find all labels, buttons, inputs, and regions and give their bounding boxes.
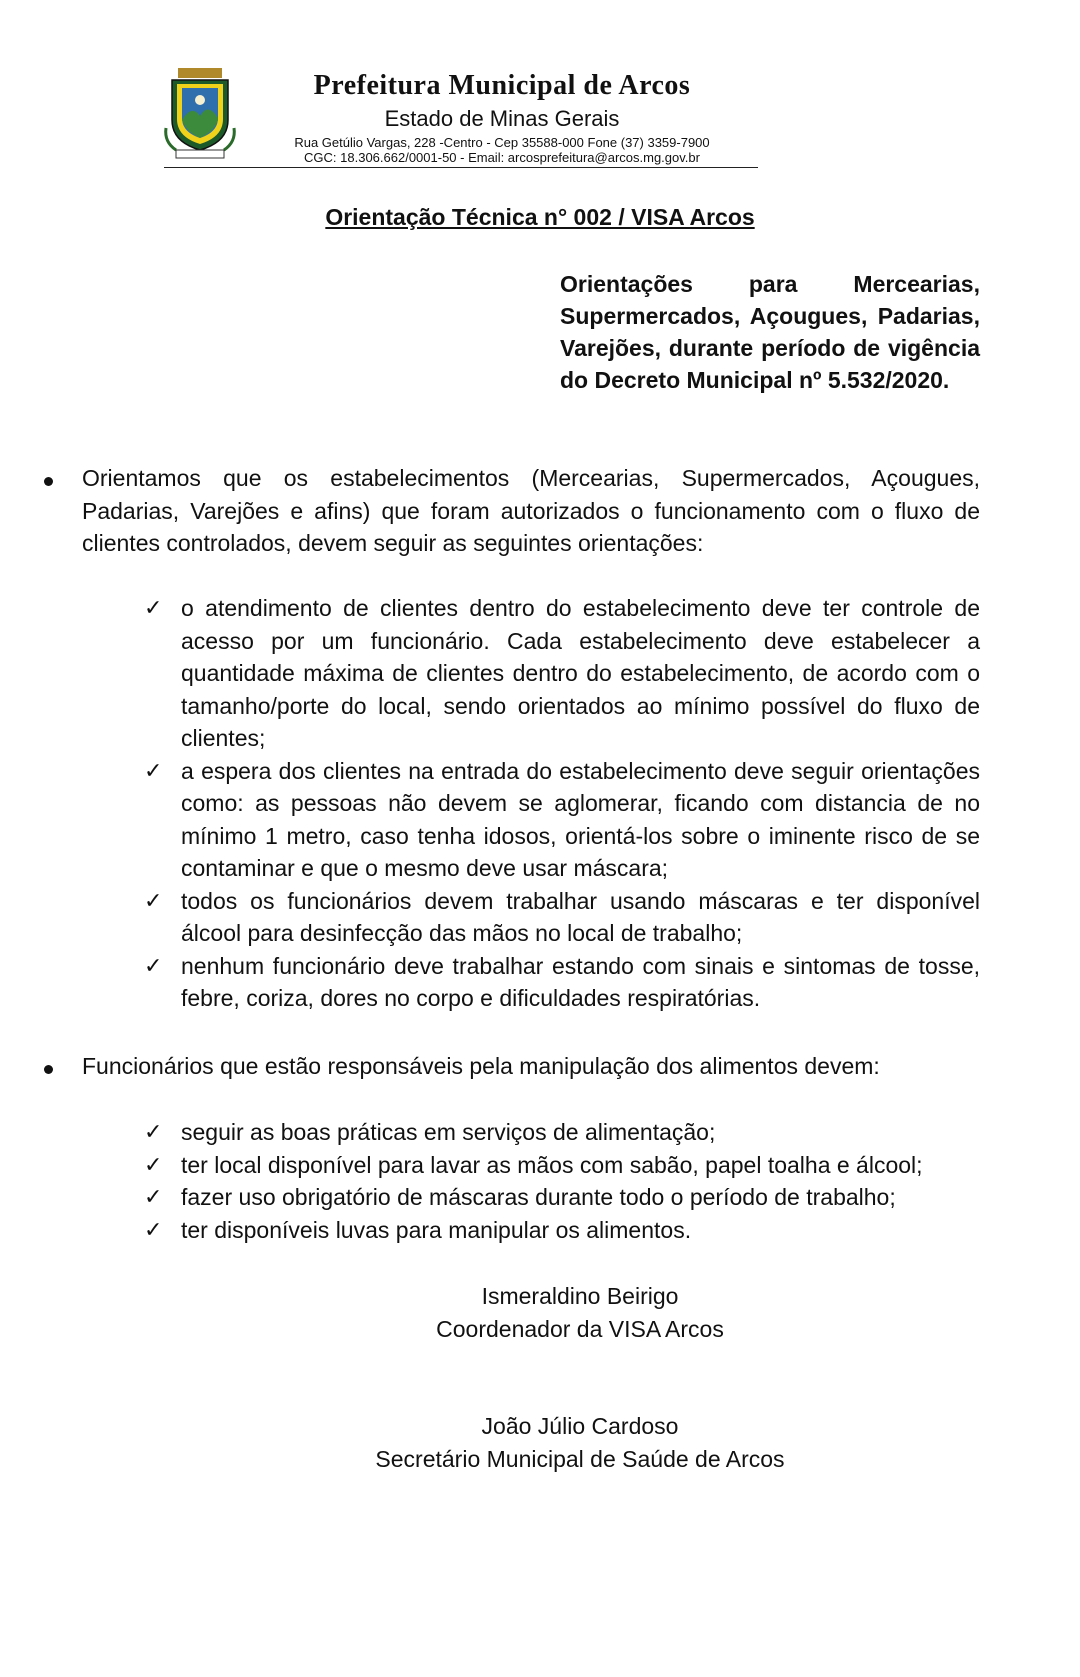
checkmark-icon: ✓ [144, 952, 163, 978]
list-item [140, 1149, 980, 1182]
list-item-text: ter local disponível para lavar as mãos com sabão, papel toalha e álcool; [181, 1151, 923, 1178]
list-item [140, 1116, 980, 1149]
list-item [140, 592, 980, 755]
letterhead-address: Rua Getúlio Vargas, 228 -Centro - Cep 35588-000 Fone (37) 3359-7900 [294, 135, 710, 150]
list-item [140, 1214, 980, 1247]
signature-name: Ismeraldino Beirigo [481, 1283, 679, 1309]
letterhead [162, 66, 758, 170]
section2-checklist [140, 1116, 980, 1246]
checkmark-icon: ✓ [144, 1151, 163, 1177]
signature-role: Secretário Municipal de Saúde de Arcos [375, 1446, 785, 1472]
list-item [140, 885, 980, 950]
list-item-text: nenhum funcionário deve trabalhar estando com sinais e sintomas de tosse, febre, coriza, dores no corpo e dificuldades respiratórias. [181, 952, 980, 1011]
signature-block [300, 1280, 860, 1346]
section2-intro: Funcionários que estão responsáveis pela manipulação dos alimentos devem: [82, 1053, 880, 1079]
bullet-dot-icon [44, 477, 53, 486]
checkmark-icon: ✓ [144, 1216, 163, 1242]
document-summary: Orientações para Mercearias, Supermercados, Açougues, Padarias, Varejões, durante período de vigência do Decreto Municipal nº 5.532/2020. [560, 271, 980, 393]
list-item-text: todos os funcionários devem trabalhar usando máscaras e ter disponível álcool para desinfecção das mãos no local de trabalho; [181, 887, 980, 946]
list-item-text: a espera dos clientes na entrada do estabelecimento deve seguir orientações como: as pessoas não devem se aglomerar, ficando com distancia de no mínimo 1 metro, caso tenha idosos, orientá-los sobre o iminente risco de se contaminar e que o mesmo deve usar máscara; [181, 757, 980, 881]
letterhead-title: Prefeitura Municipal de Arcos [313, 70, 691, 101]
list-item [140, 1181, 980, 1214]
list-item [140, 950, 980, 1015]
signature-name: João Júlio Cardoso [481, 1413, 679, 1439]
checkmark-icon: ✓ [144, 757, 163, 783]
letterhead-state: Estado de Minas Gerais [384, 106, 620, 131]
document-title: Orientação Técnica n° 002 / VISA Arcos [325, 204, 755, 230]
signature-role: Coordenador da VISA Arcos [436, 1316, 724, 1342]
list-item-text: o atendimento de clientes dentro do estabelecimento deve ter controle de acesso por um funcionário. Cada estabelecimento deve estabelecer a quantidade máxima de clientes dentro do estabelecimento, de acordo com o tamanho/porte do local, sendo orientados ao mínimo possível do fluxo de clientes; [181, 595, 980, 751]
bullet-dot-icon [44, 1065, 53, 1074]
municipal-crest-icon [162, 68, 238, 160]
letterhead-registration: CGC: 18.306.662/0001-50 - Email: arcosprefeitura@arcos.mg.gov.br [304, 150, 700, 165]
section1-checklist [140, 592, 980, 1015]
list-item-text: ter disponíveis luvas para manipular os alimentos. [181, 1216, 692, 1243]
list-item-text: fazer uso obrigatório de máscaras durante todo o período de trabalho; [181, 1184, 896, 1210]
section1-intro: Orientamos que os estabelecimentos (Mercearias, Supermercados, Açougues, Padarias, Varejões e afins) que foram autorizados o funcionamento com o fluxo de clientes controlados, devem seguir as seguintes orientações: [82, 465, 980, 556]
checkmark-icon: ✓ [144, 1184, 163, 1209]
letterhead-divider [164, 167, 758, 168]
checkmark-icon: ✓ [144, 887, 163, 913]
list-item-text: seguir as boas práticas em serviços de alimentação; [181, 1119, 716, 1145]
checkmark-icon: ✓ [144, 1119, 163, 1144]
checkmark-icon: ✓ [144, 595, 163, 620]
list-item [140, 755, 980, 885]
signature-block [300, 1410, 860, 1476]
